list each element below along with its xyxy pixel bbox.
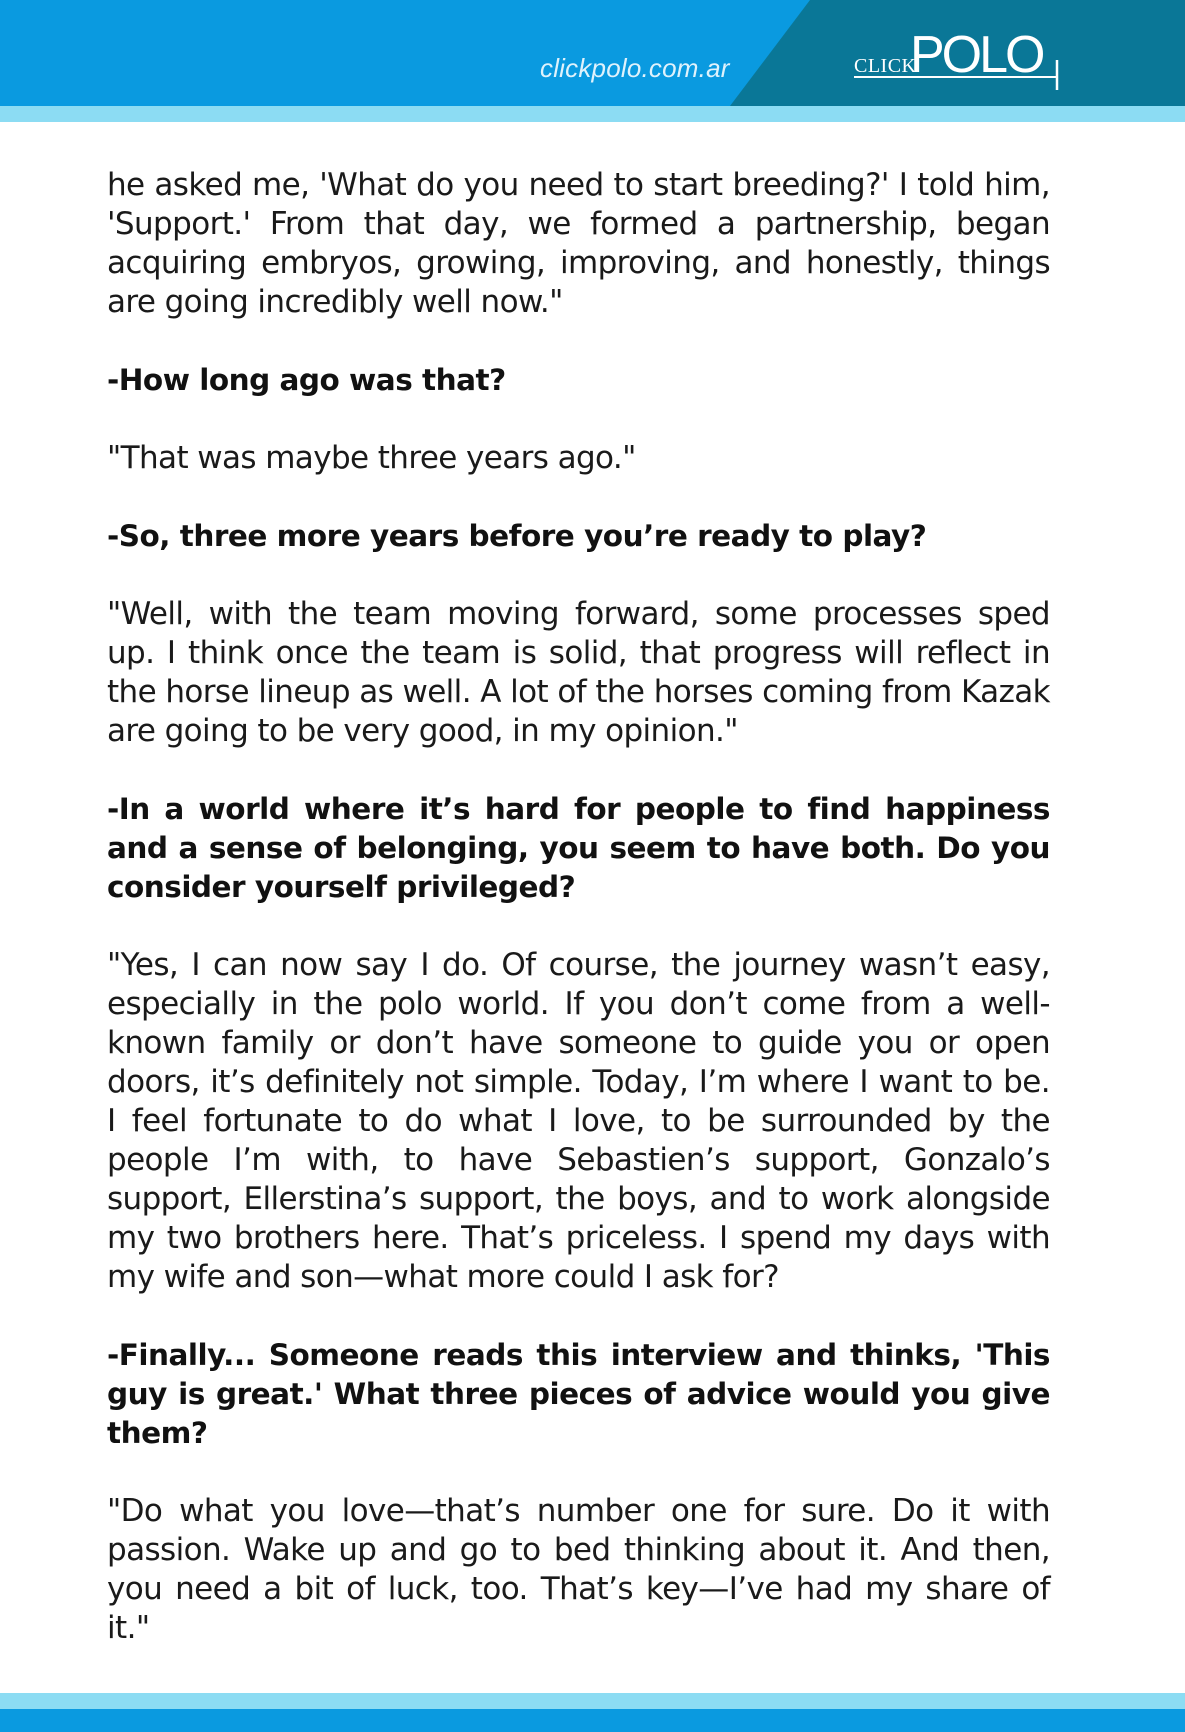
answer-paragraph: "Well, with the team moving forward, some processes sped up. I think once the team is solid, that progress will reflect in the horse lineup as well. A lot of the horses coming from Kazak are going to be very good, in my opinion." bbox=[107, 596, 1050, 749]
question-heading: -How long ago was that? bbox=[107, 363, 506, 397]
footer-bar bbox=[0, 1709, 1185, 1732]
answer-paragraph: he asked me, 'What do you need to start breeding?' I told him, 'Support.' From that day, we formed a partnership, began acquiring embryos, growing, improving, and honestly, things are going incredibly well now." bbox=[107, 167, 1050, 320]
article-body bbox=[107, 166, 1050, 1687]
answer-paragraph: "Do what you love—that’s number one for sure. Do it with passion. Wake up and go to bed thinking about it. And then, you need a bit of luck, too. That’s key—I’ve had my share of it." bbox=[107, 1493, 1050, 1646]
clickpolo-logo[interactable] bbox=[852, 20, 1062, 100]
footer-accent-stripe bbox=[0, 1693, 1185, 1709]
answer-paragraph: "Yes, I can now say I do. Of course, the journey wasn’t easy, especially in the polo world. If you don’t come from a well-known family or don’t have someone to guide you or open doors, it’s definitely not simple. Today, I’m where I want to be. I feel fortunate to do what I love, to be surrounded by the people I’m with, to have Sebastien’s support, Gonzalo’s support, Ellerstina’s support, the boys, and to work alongside my two brothers here. That’s priceless. I spend my days with my wife and son—what more could I ask for? bbox=[107, 947, 1050, 1295]
header-accent-stripe bbox=[0, 106, 1185, 122]
question-heading: -In a world where it’s hard for people to find happiness and a sense of belonging, you seem to have both. Do you consider yourself privileged? bbox=[107, 792, 1050, 904]
question-heading: -So, three more years before you’re ready to play? bbox=[107, 519, 927, 553]
site-url-link[interactable]: clickpolo.com.ar bbox=[540, 53, 730, 83]
logo-polo-text: POLO bbox=[910, 26, 1043, 84]
answer-paragraph: "That was maybe three years ago." bbox=[107, 440, 636, 476]
logo-click-text: CLICK bbox=[854, 55, 917, 77]
question-heading: -Finally... Someone reads this interview and thinks, 'This guy is great.' What three pieces of advice would you give them? bbox=[107, 1338, 1050, 1450]
